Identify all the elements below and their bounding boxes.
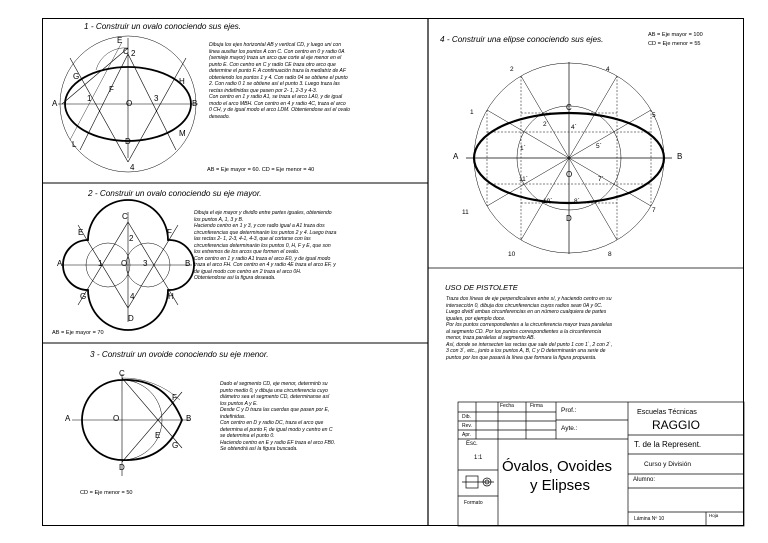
section-4-major-axis: AB = Eje mayor = 100 [648,32,703,38]
s4-label-7p: 7` [598,176,604,183]
section-2-title: 2 - Construir un ovalo conociendo su eje mayor. [88,189,262,198]
s1-label-4: 4 [130,163,135,172]
s2-label-H: H [168,292,174,301]
s1-label-O: O [126,99,133,108]
tb-subject: T. de la Represent. [634,440,702,449]
s1-label-C: C [123,47,129,56]
s1-label-3: 3 [154,94,159,103]
s4-label-10p: 10` [543,198,553,205]
tb-col-firma: Firma [530,403,543,409]
section-3-axis-note: CD = Eje menor = 50 [80,490,133,496]
s4-label-11: 11 [462,209,469,216]
pistolete-description: Traza dos líneas de eje perpendiculares entre sí, y haciendo centro en su intersección 0, dibuja dos circunferencias cuyos radios sean 0A y 0C. Luego dividí ambas circunferencias en un número cualquiera de partes iguales, por ejemplo doce. Por los puntos correspondientes a la circunferencia mayor traza paralelas al segmento CD. Por los puntos correspondientes a la circunferencia menor, traza paralelas al segmento AB. Así, donde se intersecten las rectas que sale del punto 1 con 1`, 2 con 2`, 3 con 3`, etc., junto a los puntos A, B, C y D determinarán una serie de puntos por los que pasará la línea que formara la figura propuesta. [446,296,613,361]
s4-label-O: O [566,170,573,179]
s4-label-D: D [566,214,572,223]
section-1-axes-note: AB = Eje mayor = 60. CD = Eje menor = 40 [207,167,315,173]
section-1-title: 1 - Construir un ovalo conociendo sus ejes. [84,22,242,31]
tb-hoja: Hoja [709,513,719,518]
s1-label-H: H [179,77,185,86]
tb-school-1: Escuelas Técnicas [637,407,697,416]
s2-label-G: G [80,292,87,301]
s1-label-F: F [109,85,114,94]
s4-label-1p: 1` [520,145,526,152]
s2-label-3: 3 [143,259,148,268]
s1-label-2: 2 [131,49,136,58]
s4-label-5: 5 [652,112,656,119]
section-2-description: Dibuja el eje mayor y dividlo entre partes iguales, obteniendo los puntos A, 1, 3 y B. Haciendo centro en 1 y 3, y con radio igual a A1 traza dos circunferencias que determinarán los puntos 2 y 4. Luego traza las rectas 2- 1, 2-3, 4-1, 4-3, que al cortarse con las circunferencias determinarán los puntos 0, H, F y E, que son los extremos de los arcos que formen el ovalo. Con centro en 1 y radio A1 traza el arco E0, y de igual modo traza el arco FH. Con centro en 4 y radio 4E traza el arco EF, y de igual modo con centro en 2 traza el arco 0H. Obteniendose asi la figura deseada. [194,210,337,281]
s4-label-4: 4 [606,66,610,73]
s2-label-B: B [185,259,191,268]
tb-row-dib: Dib. [462,414,471,420]
s1-label-B: B [192,99,198,108]
s1-label-A: A [52,99,58,108]
s1-label-M: M [179,129,186,138]
tb-formato: Formato [464,500,483,506]
tb-row-apr: Apr. [462,432,471,438]
s1-label-1: 1 [87,94,92,103]
s2-label-A: A [57,259,63,268]
section-4-minor-axis: CD = Eje menor = 55 [648,41,701,47]
s4-label-2: 2 [510,66,514,73]
tb-col-fecha: Fecha [500,403,514,409]
s1-label-G: G [73,72,80,81]
s4-label-1: 1 [470,109,474,116]
s4-label-B: B [677,152,683,161]
tb-alumno: Alumno: [633,477,656,483]
tb-course: Curso y División [644,461,691,468]
s1-label-D: D [125,137,131,146]
s3-label-C: C [119,369,125,378]
s4-label-A: A [453,152,459,161]
s1-label-L: L [72,140,77,149]
section-3-title: 3 - Construir un ovoide conociendo su eje menor. [90,350,269,359]
tb-scale: 1:1 [474,455,483,461]
s3-label-G: G [172,441,179,450]
section-4-title: 4 - Construir una elipse conociendo sus ejes. [440,35,604,44]
tb-lamina: Lámina Nº 10 [634,516,665,522]
tb-drawing-title-1: Óvalos, Ovoides [502,458,613,475]
s4-label-8p: 8` [574,198,580,205]
s4-label-C: C [566,103,572,112]
s2-label-C: C [122,212,128,221]
s4-label-4p: 4` [571,124,577,131]
s3-label-D: D [119,463,125,472]
s4-label-2p: 2` [543,121,549,128]
s3-label-A: A [65,414,71,423]
s3-label-O: O [113,414,120,423]
s2-label-E: E [78,228,84,237]
tb-drawing-title-2: y Elipses [530,477,591,494]
s2-label-F: F [167,228,172,237]
tb-school-2: RAGGIO [652,418,701,432]
tb-ayte: Ayte.: [561,425,578,432]
pistolete-title: USO DE PISTOLETE [445,283,518,292]
s2-label-D: D [128,314,134,323]
s3-label-E: E [155,431,161,440]
tb-esc: Esc. [466,441,478,447]
s1-label-E: E [117,36,123,45]
section-3-description: Dado el segmento CD, eje menor, determinb su punto medio 0, y dibuja una circunferencia cuyo diámetro sea el segmento CD, determinanse así los puntos A y E. Desde C y D traza las cuerdas que pasen por E, indefinidas. Con centro en D y radio DC, traza el arco que determina el punto F, de igual modo y centro en C se determina el punto 0. Haciendo centro en E y radio EF traza el arco FB0. Se obtendrá así la figura buscada. [220,381,336,452]
tb-prof: Prof.: [561,407,577,414]
s4-label-7: 7 [652,207,656,214]
s3-label-B: B [186,414,192,423]
s2-label-2: 2 [129,234,134,243]
tb-row-rev: Rev. [462,423,472,429]
s4-label-10: 10 [508,251,516,258]
s3-label-F: F [172,393,177,402]
s4-label-5p: 5` [596,143,602,150]
s4-label-11p: 11` [519,176,528,183]
section-2-axis-note: AB = Eje mayor = 70 [52,330,104,336]
section-1-description: Dibuja los ejes horizontal AB y vertical CD, y luego uni con linea auxiliar los puntos A con C. Con centro en 0 y radio 0A (semieje mayor) traza un arco que corte al eje menor en el punto E. Con centro en C y radio CE traza otro arco que determine el punto F. A continuación traza la mediatriz de AF obteniendo los puntos 1 y 4. Con radio 04 se obtiene el punto 2. Con radio 0 1 se obtiene así el punto 3. Luego traza las rectas indefinidas que pasen por 2- 1, 2-3 y 4-3. Con centro en 1 y radio A1, se traza el arco LA0, y de igual modo el arco MBH. Con centro en 4 y radio 4C, traza el arco 0 CH, y de igual modo el arco LDM. Obteniendose así el ovalo deseado. [209,42,351,120]
s2-label-1: 1 [98,259,103,268]
s4-label-8: 8 [608,251,612,258]
s2-label-O: O [121,259,128,268]
s2-label-4: 4 [130,292,135,301]
